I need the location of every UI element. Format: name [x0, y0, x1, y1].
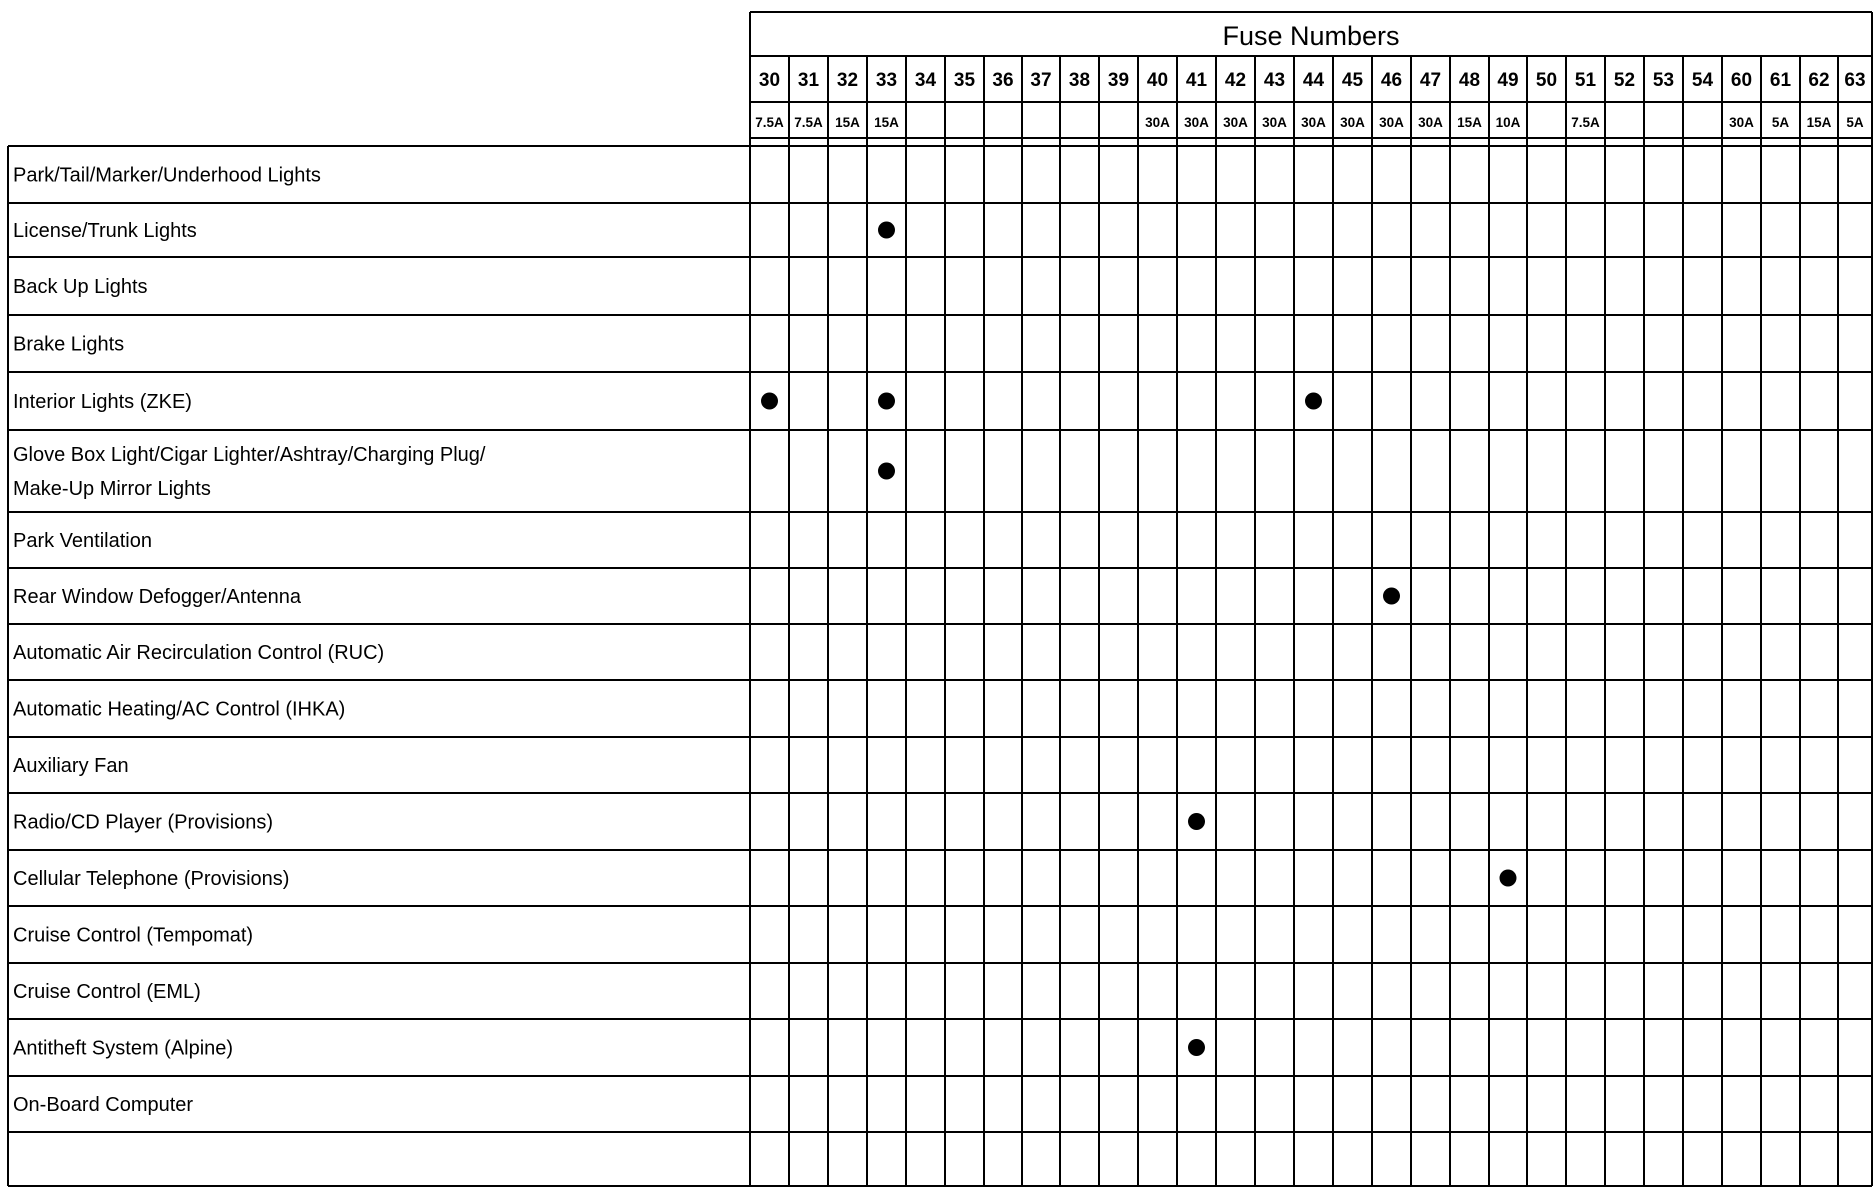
fuse-rating-31: 7.5A	[794, 115, 823, 130]
fuse-dot-41	[1188, 813, 1205, 830]
fuse-number-51: 51	[1574, 70, 1597, 91]
fuse-number-36: 36	[992, 70, 1014, 91]
fuse-rating-63: 5A	[1846, 115, 1864, 130]
fuse-number-63: 63	[1844, 70, 1866, 91]
fuse-numbers-title: Fuse Numbers	[1222, 21, 1400, 51]
fuse-number-32: 32	[836, 70, 859, 91]
circuit-label: Radio/CD Player (Provisions)	[13, 811, 274, 834]
fuse-number-60: 60	[1730, 70, 1753, 91]
circuit-label: On-Board Computer	[13, 1094, 194, 1116]
circuit-label: Park Ventilation	[13, 530, 152, 552]
fuse-rating-49: 10A	[1495, 115, 1521, 130]
circuit-label: Auxiliary Fan	[13, 755, 129, 777]
circuit-label: Automatic Air Recirculation Control (RUC)	[13, 642, 385, 664]
fuse-number-31: 31	[797, 70, 820, 91]
fuse-number-62: 62	[1808, 70, 1830, 91]
fuse-number-30: 30	[758, 70, 781, 91]
circuit-label: Cellular Telephone (Provisions)	[13, 868, 290, 890]
circuit-label: Glove Box Light/Cigar Lighter/Ashtray/Charging Plug/	[13, 444, 486, 466]
circuit-label: Cruise Control (Tempomat)	[13, 924, 254, 947]
fuse-dot-33	[878, 463, 895, 480]
fuse-number-38: 38	[1068, 70, 1091, 91]
circuit-label: Brake Lights	[13, 333, 125, 356]
fuse-dot-44	[1305, 393, 1322, 410]
fuse-dot-46	[1383, 588, 1400, 605]
fuse-rating-51: 7.5A	[1571, 115, 1600, 130]
fuse-number-40: 40	[1146, 70, 1169, 91]
fuse-rating-32: 15A	[835, 115, 860, 130]
fuse-rating-30: 7.5A	[755, 115, 784, 130]
circuit-label: Cruise Control (EML)	[13, 981, 201, 1003]
fuse-number-48: 48	[1458, 70, 1481, 91]
fuse-number-43: 43	[1263, 70, 1286, 91]
fuse-rating-43: 30A	[1262, 115, 1287, 130]
fuse-rating-62: 15A	[1806, 115, 1832, 130]
fuse-rating-44: 30A	[1301, 115, 1326, 130]
fuse-number-41: 41	[1185, 70, 1208, 91]
fuse-dot-30	[761, 393, 778, 410]
circuit-label: Rear Window Defogger/Antenna	[13, 586, 301, 608]
fuse-number-47: 47	[1419, 70, 1442, 91]
fuse-number-44: 44	[1302, 70, 1325, 91]
fuse-rating-61: 5A	[1771, 115, 1790, 130]
fuse-rating-46: 30A	[1379, 115, 1404, 130]
fuse-dot-33	[878, 222, 895, 239]
fuse-number-61: 61	[1769, 70, 1792, 91]
fuse-number-34: 34	[914, 70, 937, 91]
fuse-rating-48: 15A	[1457, 115, 1482, 130]
fuse-rating-40: 30A	[1145, 115, 1170, 130]
fuse-number-52: 52	[1613, 70, 1636, 91]
fuse-rating-60: 30A	[1729, 115, 1754, 130]
fuse-number-42: 42	[1224, 70, 1247, 91]
fuse-number-39: 39	[1107, 70, 1130, 91]
fuse-rating-33: 15A	[874, 115, 899, 130]
fuse-dot-41	[1188, 1039, 1205, 1056]
fuse-dot-33	[878, 393, 895, 410]
circuit-label: Automatic Heating/AC Control (IHKA)	[13, 698, 346, 721]
circuit-label: Park/Tail/Marker/Underhood Lights	[13, 164, 321, 187]
circuit-label: Interior Lights (ZKE)	[13, 391, 192, 413]
fuse-number-33: 33	[875, 70, 898, 91]
fuse-number-35: 35	[953, 70, 976, 91]
circuit-label: Back Up Lights	[13, 276, 148, 298]
fuse-rating-45: 30A	[1340, 115, 1365, 130]
circuit-label: Make-Up Mirror Lights	[13, 478, 211, 500]
fuse-number-50: 50	[1535, 70, 1558, 91]
circuit-label: License/Trunk Lights	[13, 220, 197, 242]
circuit-label: Antitheft System (Alpine)	[13, 1037, 234, 1060]
fuse-rating-42: 30A	[1223, 115, 1248, 130]
fuse-rating-47: 30A	[1418, 115, 1443, 130]
fuse-number-54: 54	[1691, 70, 1714, 91]
fuse-number-53: 53	[1652, 70, 1675, 91]
fuse-dot-49	[1500, 870, 1517, 887]
fuse-number-49: 49	[1497, 70, 1519, 91]
fuse-rating-41: 30A	[1184, 115, 1209, 130]
fuse-number-37: 37	[1030, 70, 1052, 91]
fuse-number-45: 45	[1341, 70, 1364, 91]
fuse-number-46: 46	[1380, 70, 1403, 91]
